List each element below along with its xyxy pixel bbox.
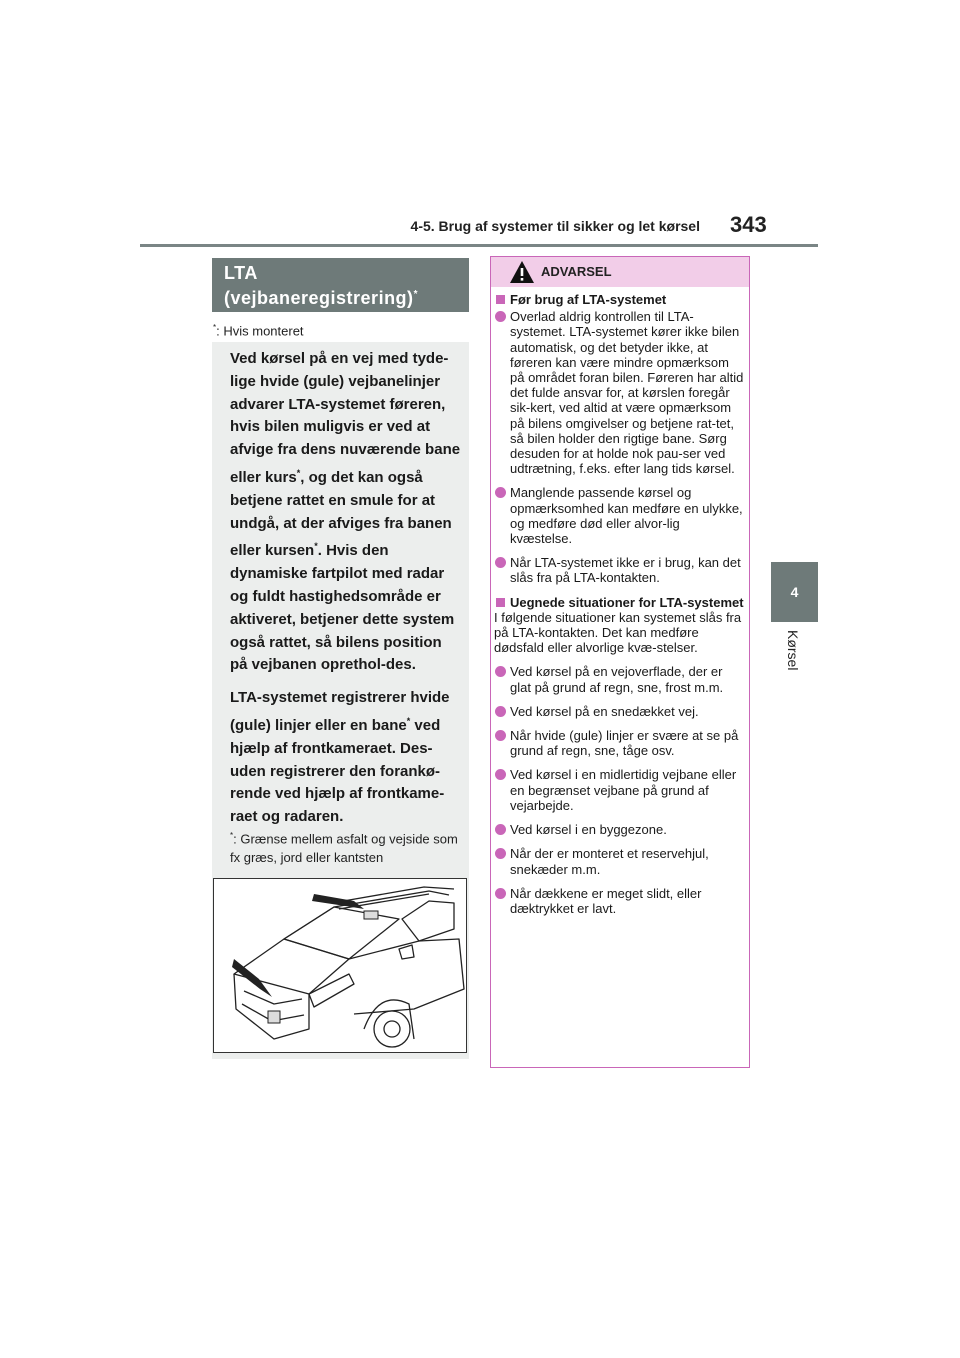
warning-list-item-text: Overlad aldrig kontrollen til LTA-systemet. LTA-systemet kører ikke bilen automatisk, og det betyder ikke, at føreren kan være mindre opmærksom på området foran bilen. Føreren har altid det fulde ansvar for, at kørslen foregår sik-kert, ved altid at være opmærksom på bilens omgivelser og betjene rat-tet, så bilen holder den rigtige bane. Sørg desuden for at holde nok pau-ser ved udtrætning, f.eks. efter lang tids kørsel. [510,309,744,477]
warning-list-item [494,822,744,837]
warning-title: ADVARSEL [541,264,612,279]
warning-subheading-1 [494,292,744,307]
warning-subheading-2-text: Uegnede situationer for LTA-systemet [510,594,744,610]
warning-content [494,292,744,916]
round-bullet-icon [495,487,506,498]
square-bullet-icon [496,295,505,304]
warning-list-item [494,555,744,585]
round-bullet-icon [495,769,506,780]
round-bullet-icon [495,824,506,835]
availability-text: : Hvis monteret [216,323,304,339]
warning-list-item [494,886,744,916]
warning-list-item-text: Når LTA-systemet ikke er i brug, kan det slås fra på LTA-kontakten. [510,555,741,586]
availability-mark: * [213,323,217,332]
warning-list-item-text: Manglende passende kørsel og opmærksomhed kan medføre en ulykke, og medføre død eller alvor-lig kvæstelse. [510,485,743,547]
warning-list-item [494,485,744,546]
warning-list-item-text: Ved kørsel på en vejoverflade, der er glat på grund af regn, sne, frost m.m. [510,664,724,695]
warning-list-item-text: Ved kørsel på en snedækket vej. [510,703,699,719]
warning-triangle-icon [509,260,535,289]
warning-list-item [494,309,744,476]
page-number: 343 [730,212,767,237]
round-bullet-icon [495,706,506,717]
section-heading [212,258,469,312]
info-paragraph-1 [230,348,462,677]
info-p1-part-b: , og det kan også betjene rattet en smule for at undgå, at der afviges fra banen eller kursen [230,468,452,560]
round-bullet-icon [495,311,506,322]
car-drawing [214,879,466,1052]
round-bullet-icon [495,666,506,677]
warning-subheading-1-text: Før brug af LTA-systemet [510,292,667,307]
warning-list-item [494,767,744,813]
warning-list-item-text: Når dækkene er meget slidt, eller dæktrykket er lavt. [510,885,702,916]
warning-list-item [494,704,744,719]
warning-list-item-text: Ved kørsel i en byggezone. [510,822,667,838]
info-p2-part-a: LTA-systemet registrerer hvide (gule) linjer eller en bane [230,689,450,734]
header-divider [140,244,818,247]
warning-list-item [494,728,744,758]
info-p1-part-c: . Hvis den dynamiske fartpilot med radar og fuldt hastighedsområde er aktiveret, betjener dette system også rattet, så bilens position på vejbanen oprethol-des. [230,542,455,674]
round-bullet-icon [495,888,506,899]
availability-note [213,323,304,338]
info-p1-part-a: Ved kørsel på en vej med tyde-lige hvide (gule) vejbanelinjer advarer LTA-systemet føreren, hvis bilen muligvis er ved at afvige fra dens nuværende bane eller kurs [230,350,461,486]
warning-intro: I følgende situationer kan systemet slås fra på LTA-kontakten. Det kan medføre dødsfald eller alvorlige kvæ-stelser. [494,609,742,656]
info-text [230,348,462,829]
footnote-text: : Grænse mellem asfalt og vejside som fx græs, jord eller kantsten [230,831,458,866]
car-illustration [213,878,467,1053]
section-heading-line2: (vejbaneregistrering) [224,288,414,308]
running-header: 4-5. Brug af systemer til sikker og let kørsel [410,218,700,234]
warning-list-item [494,664,744,694]
heading-footnote-mark: * [413,289,418,300]
round-bullet-icon [495,557,506,568]
info-p2-part-b: ved hjælp af frontkameraet. Des-uden registrerer den forankø-rende ved hjælp af frontkame-raet og radaren. [230,716,445,826]
warning-list-item [494,846,744,876]
info-p2-mark: * [406,715,411,726]
chapter-tab: 4 [771,562,818,622]
round-bullet-icon [495,848,506,859]
warning-list-item-text: Når der er monteret et reservehjul, snekæder m.m. [510,846,709,877]
round-bullet-icon [495,730,506,741]
footnote-mark: * [230,831,234,840]
chapter-label: Kørsel [785,630,801,671]
section-heading-line1: LTA [224,263,258,283]
info-p1-mark-2: * [314,541,318,552]
warning-subheading-2 [494,595,744,610]
warning-list-item-text: Ved kørsel i en midlertidig vejbane eller en begrænset vejbane på grund af vejarbejde. [510,767,737,813]
info-p1-mark-1: * [296,467,301,478]
warning-list-item-text: Når hvide (gule) linjer er svære at se på grund af regn, sne, tåge osv. [510,728,739,759]
footnote [230,826,462,867]
info-paragraph-2 [230,687,462,829]
square-bullet-icon [496,598,505,607]
